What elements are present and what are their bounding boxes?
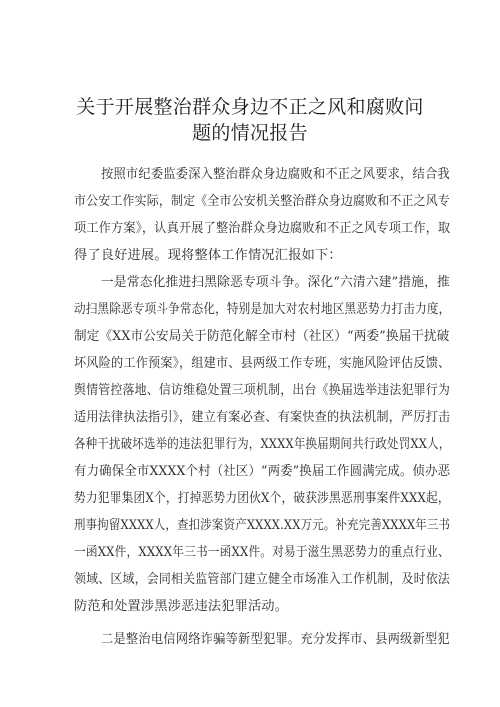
paragraph-line: 刑事拘留XXXX人，查扣涉案资产XXXX.XX万元。补充完善XXXX年三书	[74, 518, 451, 533]
document-title-line-1: 关于开展整治群众身边不正之风和腐败问	[76, 96, 424, 118]
paragraph-line: 防范和处置涉黑涉恶违法犯罪活动。	[74, 599, 289, 614]
paragraph-line: 势力犯罪集团X个，打掉恶势力团伙X个，破获涉黑恶刑事案件XXX起，	[74, 491, 450, 506]
paragraph-line: 得了良好进展。现将整体工作情况汇报如下：	[74, 248, 342, 263]
paragraph-line: 按照市纪委监委深入整治群众身边腐败和不正之风要求，结合我	[101, 167, 450, 182]
paragraph-line: 领域、区域，会同相关监管部门建立健全市场准入工作机制，及时依法	[74, 572, 451, 587]
paragraph-line: 项工作方案》，认真开展了整治群众身边腐败和不正之风专项工作，取	[74, 221, 451, 236]
paragraph-line: 市公安工作实际，制定《全市公安机关整治群众身边腐败和不正之风专	[74, 194, 451, 209]
paragraph-line: 制定《XX市公安局关于防范化解全市村（社区）“两委”换届干扰破	[74, 329, 450, 344]
paragraph-line: 一是常态化推进扫黑除恶专项斗争。深化“六清六建”措施，推	[101, 275, 450, 290]
paragraph-line: 各种干扰破坏选举的违法犯罪行为，XXXX年换届期间共行政处罚XX人，	[74, 437, 451, 452]
paragraph-line: 有力确保全市XXXX个村（社区）“两委”换届工作圆满完成。侦办恶	[74, 464, 451, 479]
document-title-line-2: 题的情况报告	[192, 122, 308, 144]
paragraph-line: 舆情管控落地、信访维稳处置三项机制，出台《换届选举违法犯罪行为	[74, 383, 451, 398]
paragraph-line: 坏风险的工作预案》，组建市、县两级工作专班，实施风险评估反馈、	[74, 356, 451, 371]
paragraph-line: 动扫黑除恶专项斗争常态化，特别是加大对农村地区黑恶势力打击力度，	[74, 302, 451, 317]
paragraph-line: 二是整治电信网络诈骗等新型犯罪。充分发挥市、县两级新型犯	[101, 632, 450, 647]
paragraph-line: 一函XX件，XXXX年三书一函XX件。对易于滋生黑恶势力的重点行业、	[74, 545, 450, 560]
paragraph-line: 适用法律执法指引》，建立有案必查、有案快查的执法机制，严厉打击	[74, 410, 451, 425]
